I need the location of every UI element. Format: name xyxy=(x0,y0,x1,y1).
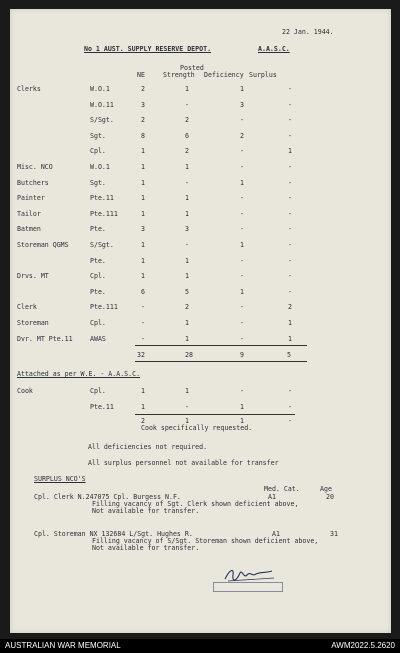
cell-rank: Cpl. xyxy=(90,147,106,156)
cell-strength: 1 xyxy=(185,272,189,281)
cell-rank: Pte.111 xyxy=(90,303,118,312)
cell-deficiency: - xyxy=(240,334,244,343)
cell-deficiency: 2 xyxy=(240,131,244,140)
cell-category: Storeman xyxy=(17,319,49,327)
cell-deficiency: - xyxy=(240,147,244,156)
cell-ne: 1 xyxy=(141,209,145,218)
cell-surplus: 2 xyxy=(288,303,292,312)
surplus-heading: SURPLUS NCO'S xyxy=(34,475,86,483)
cell-ne: 1 xyxy=(141,387,145,395)
officer-stamp xyxy=(213,582,283,592)
cell-category: Clerk xyxy=(17,303,37,312)
cell-rank: Cpl. xyxy=(90,387,106,395)
cell-strength: - xyxy=(185,403,189,411)
col-header-med-cat: Med. Cat. xyxy=(264,485,300,493)
cell-rank: Pte.111 xyxy=(90,209,118,218)
cell-rank: Sgt. xyxy=(90,131,106,140)
cell-strength: 1 xyxy=(185,85,189,93)
cell-strength: - xyxy=(185,241,189,249)
col-header-surplus: Surplus xyxy=(249,71,277,79)
entry2-line1: Cpl. Storeman NX 132684 L/Sgt. Hughes R. xyxy=(34,530,193,538)
cell-deficiency: 1 xyxy=(240,85,244,93)
cell-rank: AWAS xyxy=(90,334,106,343)
cell-rank: Cpl. xyxy=(90,319,106,327)
cell-deficiency: - xyxy=(240,194,244,203)
cell-strength: - xyxy=(185,178,189,187)
cell-strength: 2 xyxy=(185,147,189,156)
cell-rank: W.O.1 xyxy=(90,163,110,171)
total-underline xyxy=(135,361,307,362)
cell-deficiency: - xyxy=(240,387,244,395)
cell-ne: 1 xyxy=(141,272,145,281)
cell-category: Batmen xyxy=(17,225,41,234)
cell-strength: 3 xyxy=(185,225,189,234)
total-strength: 28 xyxy=(185,351,193,359)
cell-deficiency: 1 xyxy=(240,287,244,296)
cell-rank: S/Sgt. xyxy=(90,241,114,249)
cell-category: Cook xyxy=(17,387,33,395)
cell-rank: Pte. xyxy=(90,256,106,265)
total-surplus: 5 xyxy=(287,351,291,359)
cell-category: Drvs. MT xyxy=(17,272,49,281)
cell-ne: 1 xyxy=(141,163,145,171)
cell-rank: S/Sgt. xyxy=(90,116,114,125)
cell-deficiency: 3 xyxy=(240,100,244,109)
cook-note: Cook specifically requested. xyxy=(141,424,253,432)
col-header-posted: Posted xyxy=(180,64,204,72)
cell-rank: Pte.11 xyxy=(90,194,114,203)
cell-category: Misc. NCO xyxy=(17,163,53,171)
entry1-med: A1 xyxy=(268,493,276,501)
cell-surplus: - xyxy=(288,163,292,171)
cell-ne: - xyxy=(141,303,145,312)
cell-ne: 1 xyxy=(141,194,145,203)
cell-ne: 1 xyxy=(141,403,145,411)
entry2-line2: Filling vacancy of S/Sgt. Storeman shown deficient above, xyxy=(92,537,319,545)
cell-ne: 3 xyxy=(141,225,145,234)
cell-deficiency: 1 xyxy=(240,178,244,187)
cell-surplus: - xyxy=(288,100,292,109)
cell-surplus: - xyxy=(288,287,292,296)
cell-rank: W.O.11 xyxy=(90,100,114,109)
attached-total-ne: 2 xyxy=(141,417,145,425)
cell-strength: 6 xyxy=(185,131,189,140)
cell-ne: 8 xyxy=(141,131,145,140)
col-header-age: Age xyxy=(320,485,332,493)
cell-category: Tailor xyxy=(17,209,41,218)
cell-ne: 1 xyxy=(141,241,145,249)
cell-strength: 5 xyxy=(185,287,189,296)
cell-ne: 1 xyxy=(141,256,145,265)
cell-surplus: - xyxy=(288,85,292,93)
col-header-ne: NE xyxy=(137,71,145,79)
cell-strength: 1 xyxy=(185,194,189,203)
cell-surplus: - xyxy=(288,272,292,281)
cell-deficiency: - xyxy=(240,272,244,281)
cell-rank: Sgt. xyxy=(90,178,106,187)
attached-total-rule xyxy=(135,414,295,415)
cell-surplus: - xyxy=(288,178,292,187)
cell-category: Dvr. MT Pte.11 xyxy=(17,334,73,343)
cell-deficiency: 1 xyxy=(240,403,244,411)
cell-surplus: - xyxy=(288,116,292,125)
cell-ne: 1 xyxy=(141,178,145,187)
cell-rank: W.O.1 xyxy=(90,85,110,93)
cell-surplus: 1 xyxy=(288,319,292,327)
entry1-line2: Filling vacancy of Sgt. Clerk shown deficient above, xyxy=(92,500,299,508)
cell-rank: Pte.11 xyxy=(90,403,114,411)
cell-surplus: - xyxy=(288,194,292,203)
cell-ne: 3 xyxy=(141,100,145,109)
entry2-line3: Not available for transfer. xyxy=(92,544,200,552)
cell-rank: Pte. xyxy=(90,225,106,234)
footer-institution: AUSTRALIAN WAR MEMORIAL xyxy=(5,641,121,650)
cell-deficiency: - xyxy=(240,209,244,218)
cell-strength: 2 xyxy=(185,116,189,125)
cell-surplus: 1 xyxy=(288,334,292,343)
attached-heading: Attached as per W.E. - A.A.S.C. xyxy=(17,370,141,378)
attached-total-deficiency: 1 xyxy=(240,417,244,425)
total-rule xyxy=(135,345,307,346)
cell-surplus: - xyxy=(288,256,292,265)
cell-rank: Pte. xyxy=(90,287,106,296)
cell-strength: 1 xyxy=(185,319,189,327)
cell-deficiency: - xyxy=(240,163,244,171)
entry2-age: 31 xyxy=(330,530,338,538)
cell-strength: 1 xyxy=(185,163,189,171)
cell-surplus: 1 xyxy=(288,147,292,156)
col-header-deficiency: Deficiency xyxy=(204,71,244,79)
cell-strength: 1 xyxy=(185,256,189,265)
cell-deficiency: - xyxy=(240,116,244,125)
note-surplus: All surplus personnel not available for transfer xyxy=(88,459,279,467)
cell-category: Clerks xyxy=(17,85,41,93)
cell-deficiency: - xyxy=(240,225,244,234)
cell-deficiency: - xyxy=(240,319,244,327)
document-heading: No 1 AUST. SUPPLY RESERVE DEPOT. xyxy=(84,45,212,53)
cell-strength: 2 xyxy=(185,303,189,312)
cell-ne: 6 xyxy=(141,287,145,296)
total-deficiency: 9 xyxy=(240,351,244,359)
cell-strength: 1 xyxy=(185,209,189,218)
document-page xyxy=(10,9,391,633)
cell-ne: 2 xyxy=(141,85,145,93)
cell-surplus: - xyxy=(288,241,292,249)
cell-strength: 1 xyxy=(185,334,189,343)
attached-total-surplus: - xyxy=(288,417,292,425)
cell-surplus: - xyxy=(288,387,292,395)
unit-label: A.A.S.C. xyxy=(258,45,290,53)
document-date: 22 Jan. 1944. xyxy=(282,28,334,36)
archive-footer xyxy=(0,639,400,653)
cell-surplus: - xyxy=(288,131,292,140)
cell-category: Butchers xyxy=(17,178,49,187)
cell-ne: 2 xyxy=(141,116,145,125)
cell-category: Storeman QGMS xyxy=(17,241,69,249)
entry1-line3: Not available for transfer. xyxy=(92,507,200,515)
cell-deficiency: - xyxy=(240,303,244,312)
cell-strength: - xyxy=(185,100,189,109)
cell-ne: - xyxy=(141,319,145,327)
cell-rank: Cpl. xyxy=(90,272,106,281)
cell-deficiency: 1 xyxy=(240,241,244,249)
cell-ne: 1 xyxy=(141,147,145,156)
footer-accession-number: AWM2022.5.2620 xyxy=(331,641,395,650)
cell-deficiency: - xyxy=(240,256,244,265)
cell-surplus: - xyxy=(288,209,292,218)
note-deficiencies: All deficiencies not required. xyxy=(88,443,208,451)
cell-strength: 1 xyxy=(185,387,189,395)
col-header-strength: Strength xyxy=(163,71,195,79)
cell-surplus: - xyxy=(288,403,292,411)
entry1-age: 20 xyxy=(326,493,334,501)
cell-category: Painter xyxy=(17,194,45,203)
attached-total-strength: 1 xyxy=(185,417,189,425)
entry1-line1: Cpl. Clerk N.247075 Cpl. Burgess N.F. xyxy=(34,493,181,501)
entry2-med: A1 xyxy=(272,530,280,538)
cell-ne: - xyxy=(141,334,145,343)
cell-surplus: - xyxy=(288,225,292,234)
total-ne: 32 xyxy=(137,351,145,359)
